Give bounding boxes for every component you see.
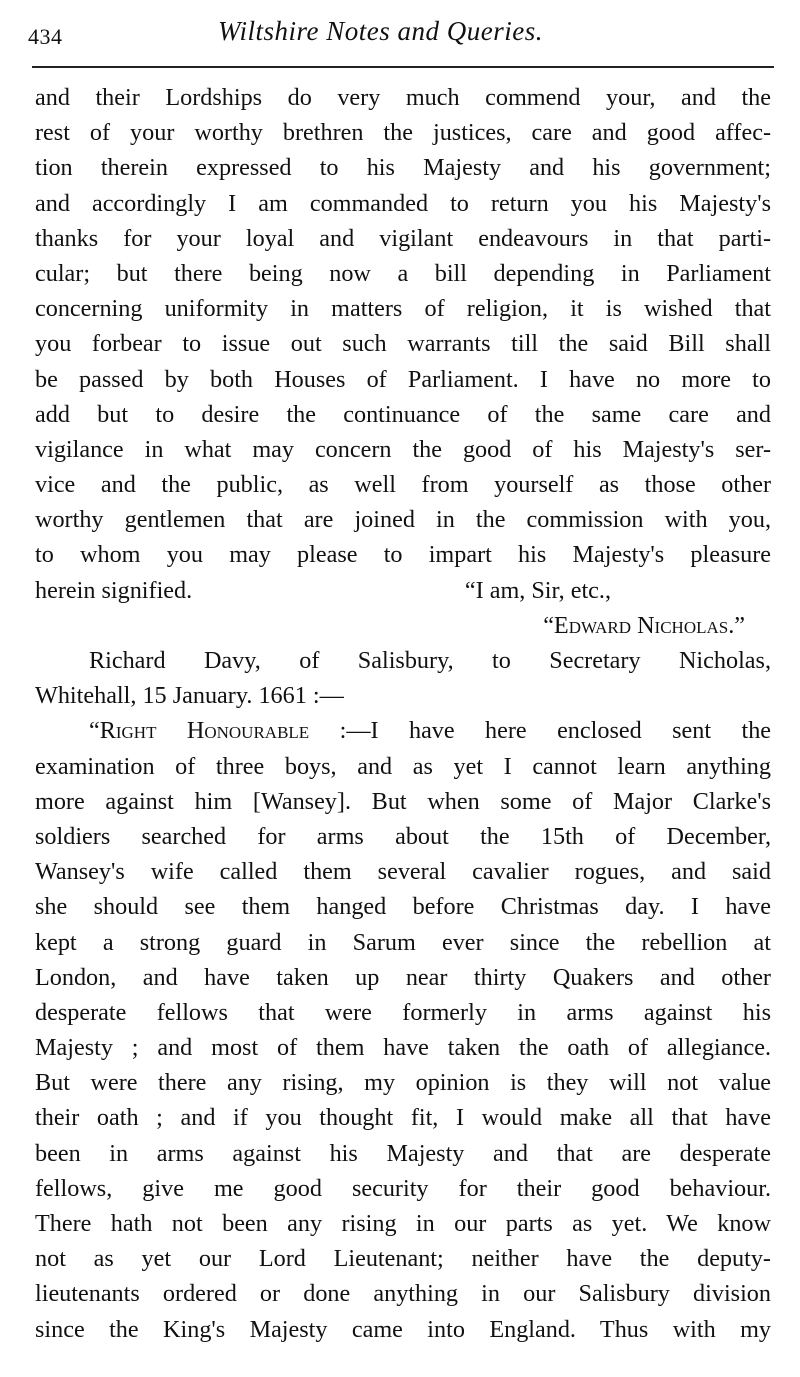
- letter-line: examination of three boys, and as yet I cannot learn anything: [35, 752, 771, 780]
- letter-first-line-rest: :—I have here enclosed sent the: [339, 717, 772, 745]
- letter-line: Majesty ; and most of them have taken the oath of allegiance.: [35, 1034, 771, 1062]
- letter-line: Wansey's wife called them several cavalier rogues, and said: [35, 858, 771, 886]
- text-line: cular; but there being now a bill depending in Parliament: [35, 259, 771, 287]
- text-line: vigilance in what may concern the good of his Majesty's ser-: [35, 435, 771, 463]
- letter-line: London, and have taken up near thirty Quakers and other: [35, 963, 771, 991]
- letter-line: But were there any rising, my opinion is they will not value: [35, 1069, 771, 1097]
- text-line: be passed by both Houses of Parliament. I have no more to: [35, 365, 771, 393]
- letter-line: fellows, give me good security for their good behaviour.: [35, 1174, 771, 1202]
- letter-line: lieutenants ordered or done anything in our Salisbury division: [35, 1280, 771, 1308]
- intro-line: Richard Davy, of Salisbury, to Secretary Nicholas,: [89, 647, 771, 674]
- letter-line: desperate fellows that were formerly in arms against his: [35, 998, 771, 1026]
- page-body: [35, 80, 771, 1347]
- running-title: Wiltshire Notes and Queries.: [218, 16, 543, 46]
- intro-line: Whitehall, 15 January. 1661 :—: [35, 682, 344, 710]
- text-line: tion therein expressed to his Majesty and his government;: [35, 154, 771, 182]
- closing-left: herein signified.: [35, 576, 193, 604]
- letter-line: more against him [Wansey]. But when some of Major Clarke's: [35, 787, 771, 815]
- page-header: [28, 14, 780, 54]
- page-number: 434: [28, 24, 63, 49]
- letter-line: been in arms against his Majesty and that are desperate: [35, 1139, 771, 1167]
- text-line: add but to desire the continuance of the same care and: [35, 400, 771, 428]
- letter-first-line: [35, 713, 771, 748]
- text-line: and accordingly I am commanded to return you his Majesty's: [35, 189, 771, 217]
- letter-line: their oath ; and if you thought fit, I would make all that have: [35, 1104, 771, 1132]
- text-line: you forbear to issue out such warrants till the said Bill shall: [35, 330, 771, 358]
- text-line: and their Lordships do very much commend your, and the: [35, 84, 771, 111]
- closing-right: “I am, Sir, etc.,: [464, 576, 611, 604]
- letter-line: There hath not been any rising in our parts as yet. We know: [35, 1210, 771, 1237]
- text-line: thanks for your loyal and vigilant endeavours in that parti-: [35, 224, 771, 252]
- closing-line: [35, 573, 771, 608]
- letter-line: she should see them hanged before Christmas day. I have: [35, 893, 771, 921]
- text-line: rest of your worthy brethren the justices, care and good affec-: [35, 119, 771, 147]
- text-line: vice and the public, as well from yourself as those other: [35, 471, 771, 499]
- text-line: to whom you may please to impart his Majesty's pleasure: [35, 541, 771, 569]
- text-line: worthy gentlemen that are joined in the commission with you,: [35, 506, 771, 534]
- letter-line: since the King's Majesty came into England. Thus with my: [35, 1315, 771, 1343]
- text-line: concerning uniformity in matters of religion, it is wished that: [35, 295, 771, 323]
- letter-line: kept a strong guard in Sarum ever since the rebellion at: [35, 928, 771, 956]
- letter-line: soldiers searched for arms about the 15th of December,: [35, 822, 771, 850]
- letter-line: not as yet our Lord Lieutenant; neither have the deputy-: [35, 1245, 771, 1273]
- letter-salutation: “Right Honourable: [89, 717, 310, 745]
- signature: “Edward Nicholas.”: [543, 611, 745, 639]
- header-rule: [32, 66, 774, 68]
